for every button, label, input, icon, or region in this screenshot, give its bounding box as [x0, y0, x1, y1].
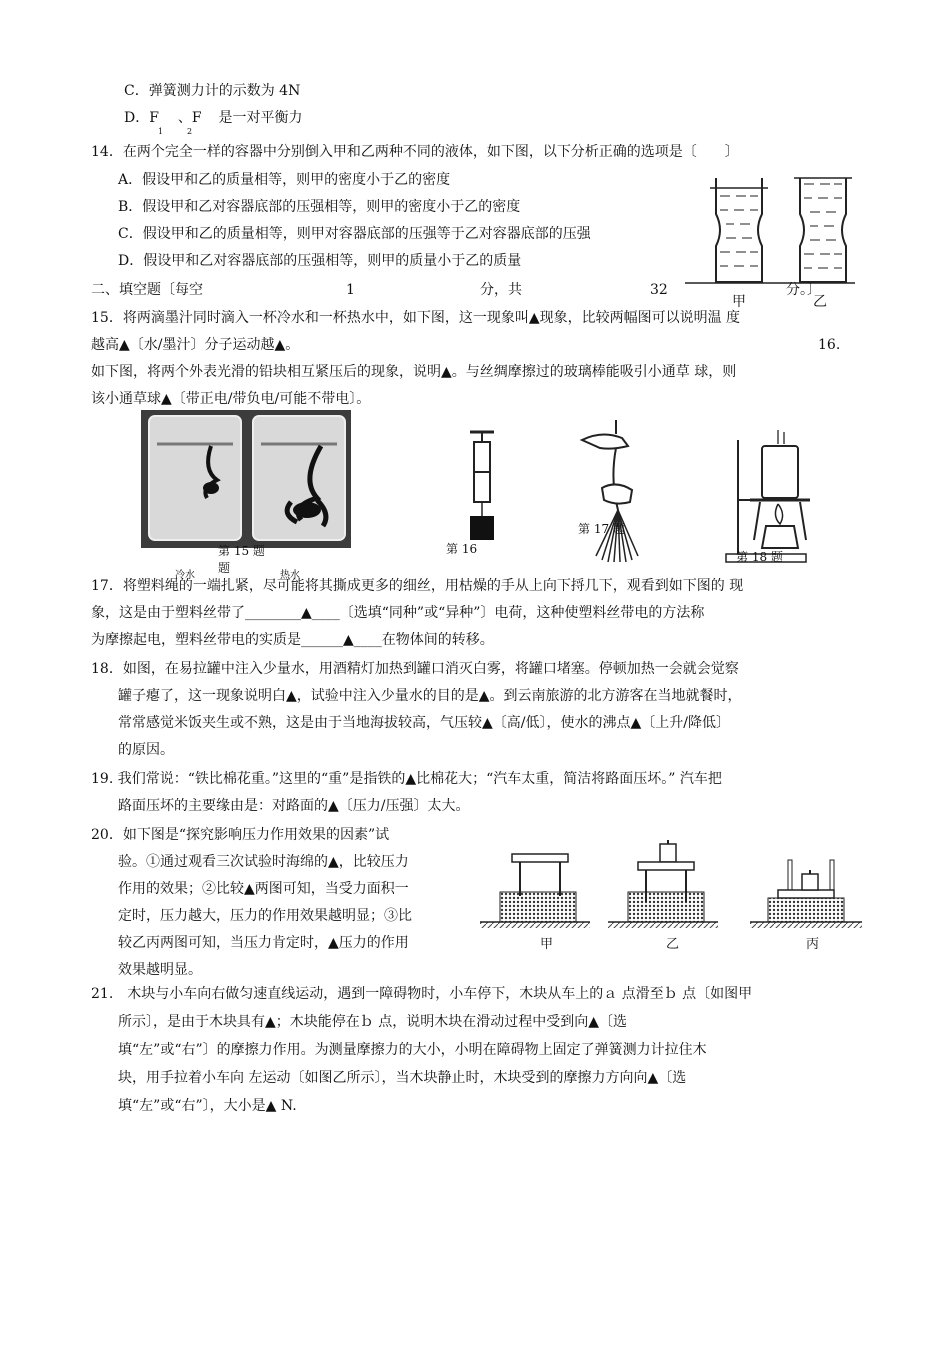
- figure-18-can-heating: [720, 430, 820, 565]
- figure-16-lead-blocks: [458, 428, 508, 548]
- q18-line4: 的原因。: [118, 742, 174, 758]
- figure-15-caption: 第 15 题: [218, 544, 265, 558]
- q16-line2: 该小通草球▲〔带正电/带负电/可能不带电〕。: [91, 391, 371, 407]
- label-yi: 乙: [813, 294, 827, 310]
- container-jia: [710, 178, 768, 282]
- q16-line1: 如下图，将两个外表光滑的铅块相互紧压后的现象，说明▲。与丝绸摩擦过的玻璃棒能吸引小通草 球，则: [91, 364, 737, 380]
- q14-option-c: C．假设甲和乙的质量相等，则甲对容器底部的压强等于乙对容器底部的压强: [118, 226, 591, 242]
- q14-containers-figure: [680, 170, 860, 315]
- q18-line2: 罐子瘪了，这一现象说明白▲，试验中注入少量水的目的是▲。到云南旅游的北方游客在当地就餐时，: [118, 688, 742, 704]
- q20-line6: 效果越明显。: [118, 962, 202, 978]
- figure-17-plastic-string: [572, 420, 652, 565]
- q18-line1: 18．如图，在易拉罐中注入少量水，用酒精灯加热到罐口消灭白雾，将罐口堵塞。停顿加热一会就会觉察: [91, 661, 739, 677]
- caption-yi: 乙: [666, 937, 680, 952]
- q14-option-b: B．假设甲和乙对容器底部的压强相等，则甲的密度小于乙的密度: [118, 199, 521, 215]
- q14-option-d: D．假设甲和乙对容器底部的压强相等，则甲的质量小于乙的质量: [118, 253, 522, 269]
- caption-jia: 甲: [540, 937, 554, 952]
- label-cold-water: 冷水: [175, 570, 195, 581]
- figure-18-caption: 第 18 题: [736, 550, 783, 564]
- caption-bing: 丙: [806, 937, 820, 952]
- q20-line5: 较乙丙两图可知，当压力肯定时，▲压力的作用: [118, 935, 409, 951]
- subscript-1: 1: [158, 127, 164, 136]
- q21-line1: 21. 木块与小车向右做匀速直线运动，遇到一障碍物时，小车停下，木块从车上的ａ 点滑至ｂ 点〔如图甲: [91, 986, 753, 1002]
- subscript-2: 2: [187, 127, 193, 136]
- figure-16-caption: 第 16: [446, 542, 478, 556]
- section-2-points-each: 1: [346, 282, 355, 298]
- setup-bing: [750, 860, 862, 928]
- setup-yi: [608, 840, 718, 928]
- figure-15-photo: [141, 410, 351, 548]
- q18-line3: 常常感觉米饭夹生或不熟，这是由于当地海拔较高，气压较▲〔高/低〕，使水的沸点▲〔上升/降低〕: [118, 715, 730, 731]
- q21-line4: 块，用手拉着小车向 左运动〔如图乙所示〕，当木块静止时，木块受到的摩擦力方向向▲〔选: [118, 1070, 687, 1086]
- label-hot-water: 热水: [280, 570, 300, 581]
- section-2-title: 二、填空题〔每空: [91, 282, 203, 298]
- q14-option-a: A．假设甲和乙的质量相等，则甲的密度小于乙的密度: [118, 172, 451, 188]
- q14-stem: 14．在两个完全一样的容器中分别倒入甲和乙两种不同的液体，如下图，以下分析正确的选项是〔 〕: [91, 144, 739, 160]
- section-2-mid: 分，共: [480, 282, 522, 298]
- q19-line1: 19. 我们常说：“铁比棉花重。”这里的“重”是指铁的▲比棉花大；“汽车太重，简洁将路面压坏。” 汽车把: [91, 771, 722, 787]
- container-yi: [794, 178, 852, 282]
- q21-line3: 填“左”或“右”〕的摩擦力作用。为测量摩擦力的大小，小明在障碍物上固定了弹簧测力计拉住木: [118, 1042, 707, 1058]
- section-2-end: 分。〕: [786, 282, 821, 298]
- q15-line2: 越高▲〔水/墨汁〕分子运动越▲。: [91, 337, 300, 353]
- section-2-total: 32: [650, 282, 668, 298]
- setup-jia: [480, 854, 590, 928]
- q17-line2: 象，这是由于塑料丝带了________▲____〔选填“同种”或“异种”〕电荷，这种使塑料丝带电的方法称: [91, 605, 705, 621]
- q20-line4: 定时，压力越大，压力的作用效果越明显；③比: [118, 908, 412, 924]
- figure-20-sponge-experiments: [480, 840, 865, 960]
- q13-option-d: D．F 、F 是一对平衡力: [124, 110, 303, 126]
- q13-option-c: C．弹簧测力计的示数为 4N: [124, 83, 301, 99]
- q17-line3: 为摩擦起电，塑料丝带电的实质是______▲____在物体间的转移。: [91, 632, 494, 648]
- q20-line3: 作用的效果；②比较▲两图可知，当受力面积一: [118, 881, 409, 897]
- q16-number: 16.: [818, 337, 841, 353]
- q21-line2: 所示〕，是由于木块具有▲；木块能停在ｂ 点，说明木块在滑动过程中受到向▲〔选: [118, 1014, 627, 1030]
- q21-line5: 填“左”或“右”〕，大小是▲ N.: [118, 1098, 297, 1114]
- q15-line1: 15．将两滴墨汁同时滴入一杯冷水和一杯热水中，如下图，这一现象叫▲现象，比较两幅图可以说明温 度: [91, 310, 741, 326]
- q17-line1: 17．将塑料绳的一端扎紧，尽可能将其撕成更多的细丝，用枯燥的手从上向下捋几下，观看到如下图的 现: [91, 578, 744, 594]
- q20-line1: 20．如下图是“探究影响压力作用效果的因素”试: [91, 827, 390, 843]
- figure-15-caption-b: 题: [218, 561, 231, 575]
- q19-line2: 路面压坏的主要缘由是：对路面的▲〔压力/压强〕太大。: [118, 798, 470, 814]
- q20-line2: 验。①通过观看三次试验时海绵的▲，比较压力: [118, 854, 409, 870]
- label-jia: 甲: [732, 294, 746, 310]
- figure-17-caption: 第 17 题: [578, 522, 625, 536]
